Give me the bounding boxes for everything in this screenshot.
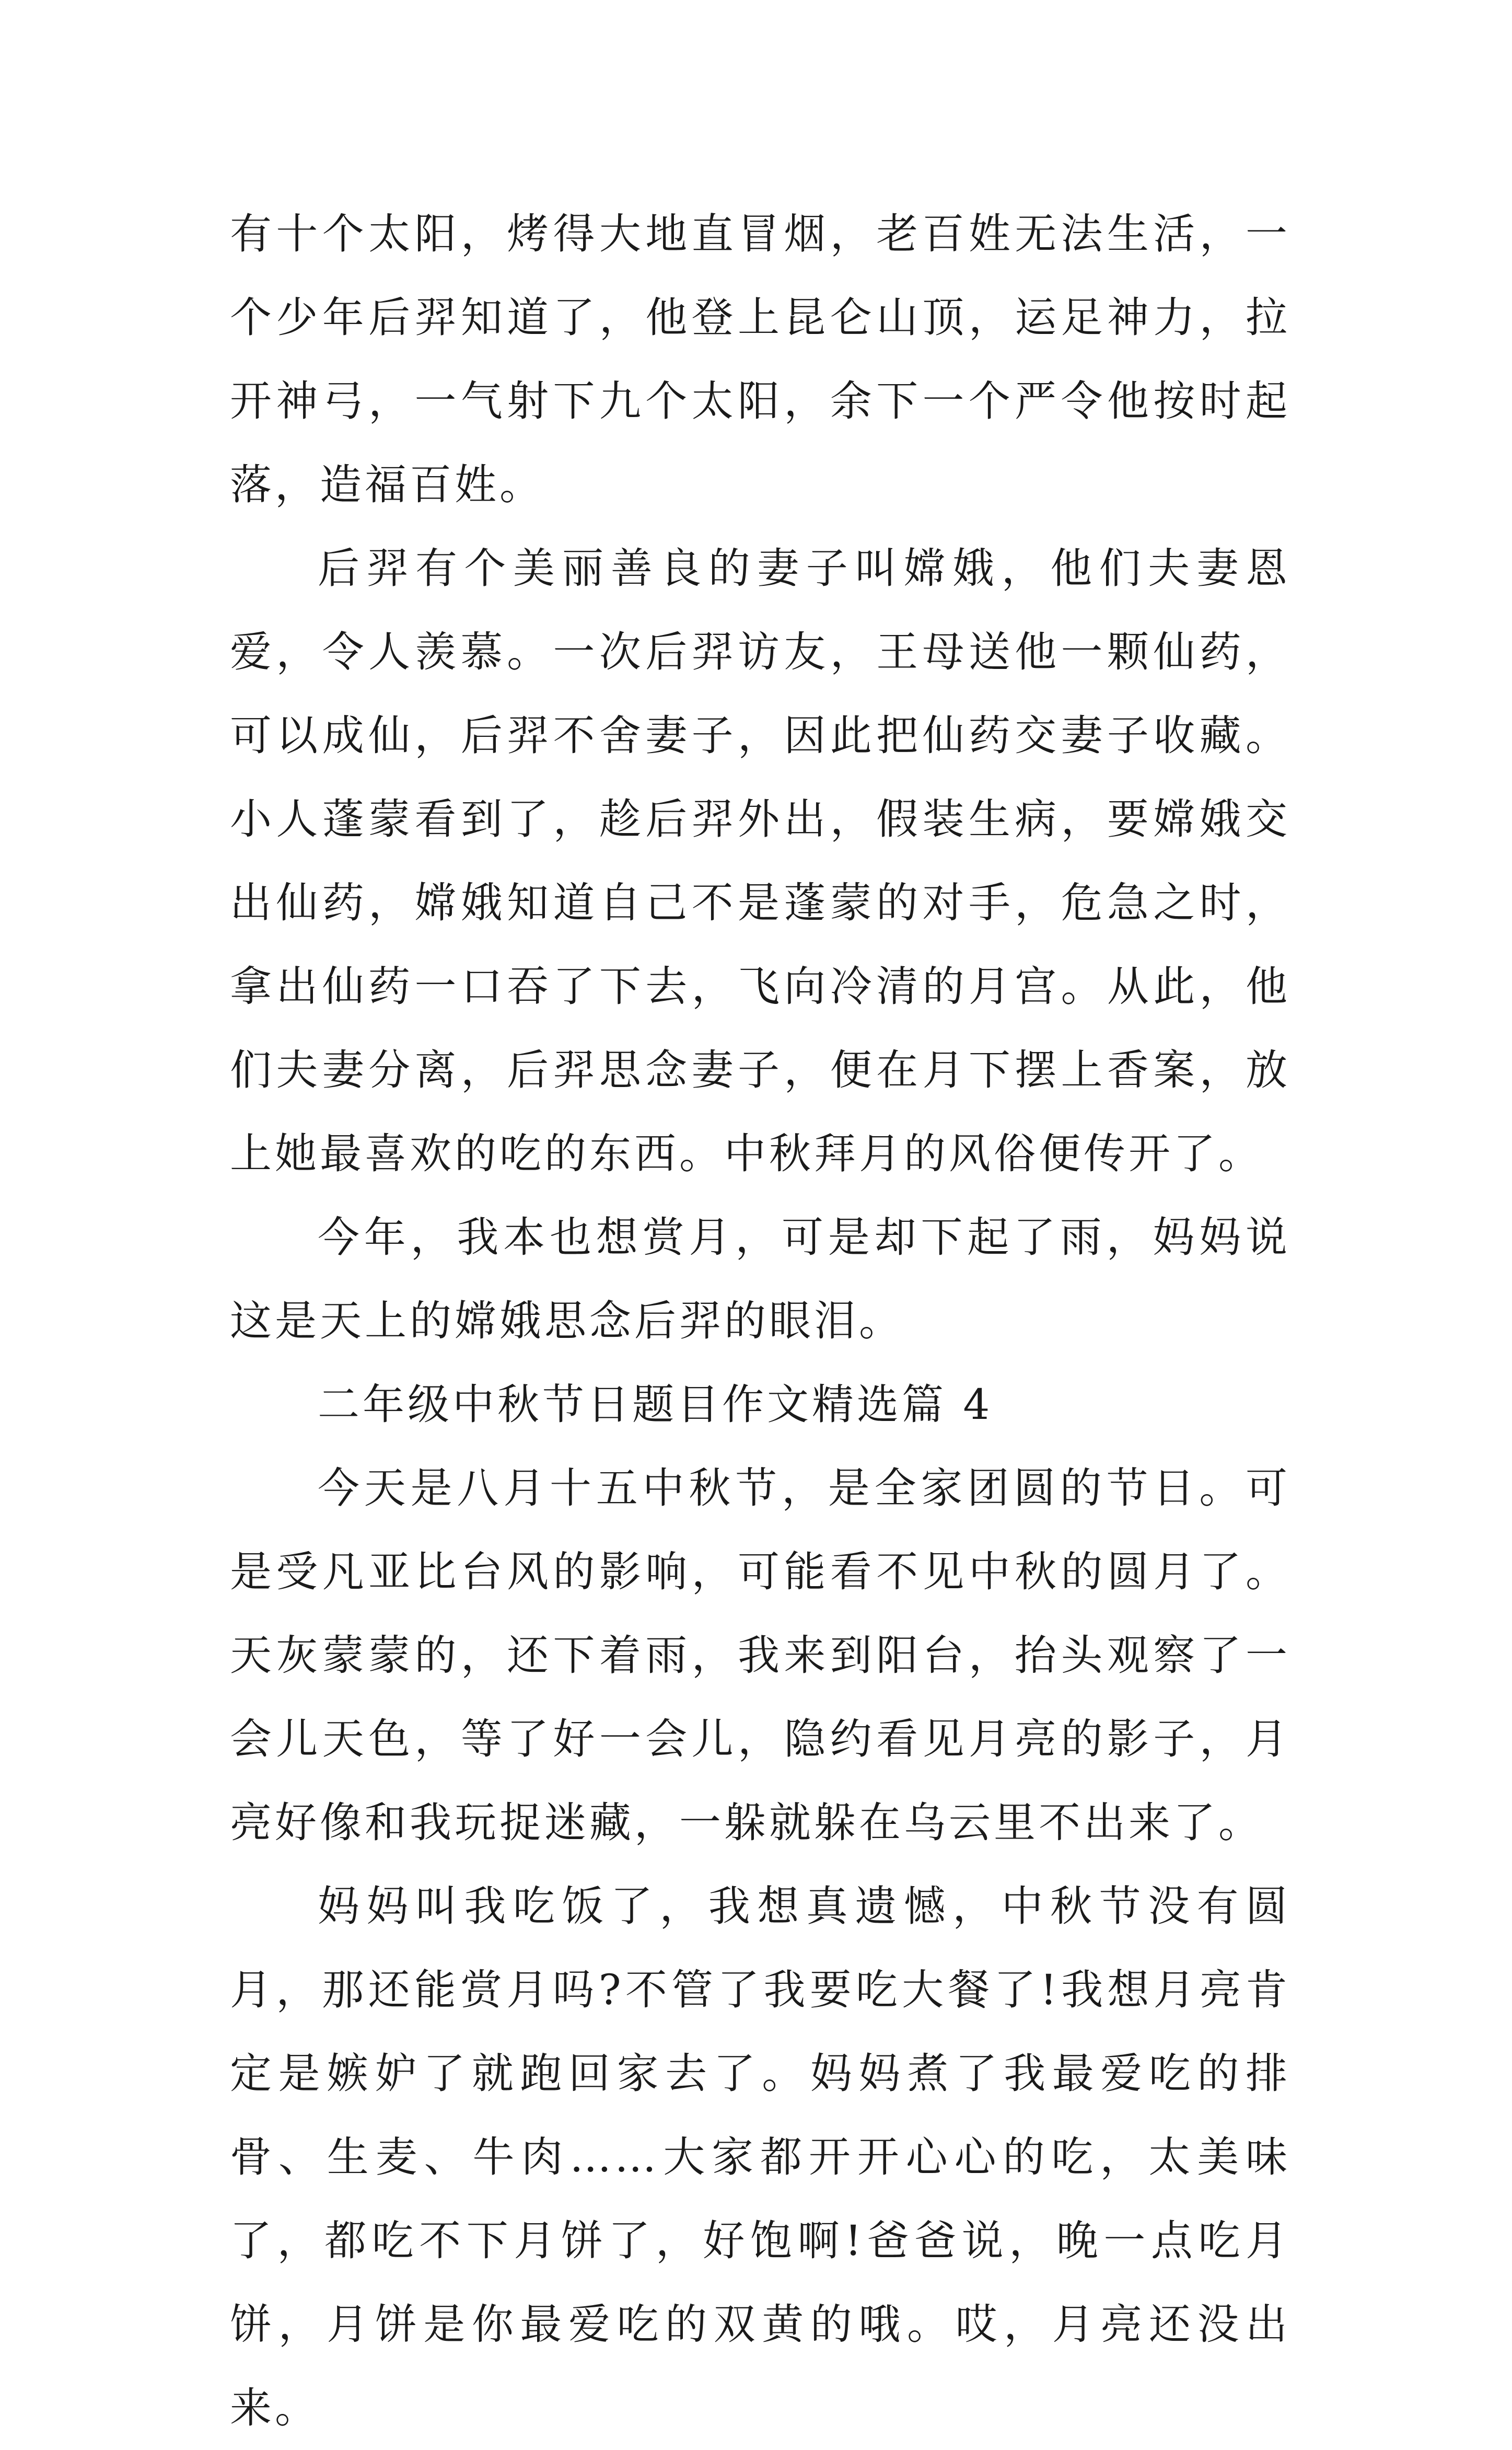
section-heading: 二年级中秋节日题目作文精选篇 4 — [318, 1380, 993, 1429]
paragraph: 后羿有个美丽善良的妻子叫嫦娥，他们夫妻恩爱，令人羡慕。一次后羿访友，王母送他一颗仙药，可以成仙，后羿不舍妻子，因此把仙药交妻子收藏。小人蓬蒙看到了，趁后羿外出，假装生病，要嫦娥交出仙药，嫦娥知道自己不是蓬蒙的对手，危急之时，拿出仙药一口吞了下去，飞向冷清的月宫。从此，他们夫妻分离，后羿思念妻子，便在月下摆上香案，放上她最喜欢的吃的东西。中秋拜月的风俗便传开了。 — [230, 544, 1290, 1178]
paragraph: 妈妈叫我吃饭了，我想真遗憾，中秋节没有圆月，那还能赏月吗?不管了我要吃大餐了!我想月亮肯定是嫉妒了就跑回家去了。妈妈煮了我最爱吃的排骨、生麦、牛肉……大家都开开心心的吃，太美味了，都吃不下月饼了，好饱啊!爸爸说，晚一点吃月饼，月饼是你最爱吃的双黄的哦。哎，月亮还没出来。 — [230, 1882, 1290, 2432]
paragraph: 今年，我本也想赏月，可是却下起了雨，妈妈说这是天上的嫦娥思念后羿的眼泪。 — [230, 1213, 1290, 1345]
document-body — [230, 192, 1290, 2450]
paragraph-continued: 有十个太阳，烤得大地直冒烟，老百姓无法生活，一个少年后羿知道了，他登上昆仑山顶，运足神力，拉开神弓，一气射下九个太阳，余下一个严令他按时起落，造福百姓。 — [230, 210, 1290, 509]
paragraph: 今天是八月十五中秋节，是全家团圆的节日。可是受凡亚比台风的影响，可能看不见中秋的圆月了。天灰蒙蒙的，还下着雨，我来到阳台，抬头观察了一会儿天色，等了好一会儿，隐约看见月亮的影子，月亮好像和我玩捉迷藏，一躲就躲在乌云里不出来了。 — [230, 1464, 1290, 1847]
